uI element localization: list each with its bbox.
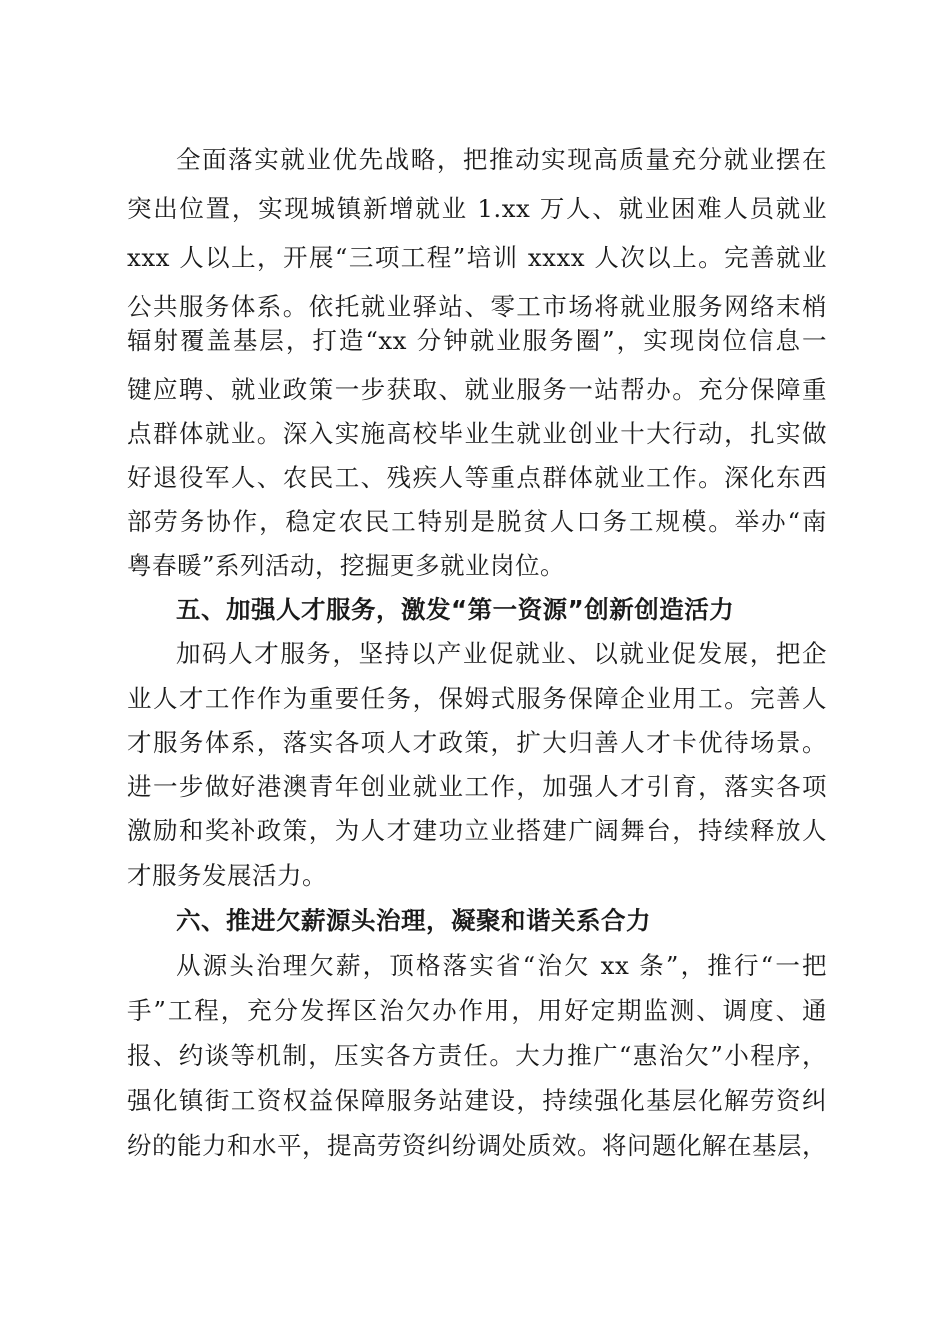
paragraph-line: 突出位置，实现城镇新增就业 1.xx 万人、就业困难人员就业 — [127, 194, 827, 223]
paragraph-line: 手”工程，充分发挥区治欠办作用，用好定期监测、调度、通 — [127, 996, 827, 1025]
paragraph-line: 粤春暖”系列活动，挖掘更多就业岗位。 — [127, 551, 566, 580]
paragraph-line: 激励和奖补政策，为人才建功立业搭建广阔舞台，持续释放人 — [127, 816, 827, 845]
paragraph-line: 才服务体系，落实各项人才政策，扩大归善人才卡优待场景。 — [127, 728, 827, 757]
paragraph-line: 点群体就业。深入实施高校毕业生就业创业十大行动，扎实做 — [127, 419, 827, 448]
paragraph-line: 从源头治理欠薪，顶格落实省“治欠 xx 条”，推行“一把 — [176, 951, 827, 980]
paragraph-line: xxx 人以上，开展“三项工程”培训 xxxx 人次以上。完善就业 — [127, 243, 827, 272]
section-heading: 五、加强人才服务，激发“第一资源”创新创造活力 — [176, 595, 735, 624]
section-heading: 六、推进欠薪源头治理，凝聚和谐关系合力 — [176, 906, 651, 935]
paragraph-line: 键应聘、就业政策一步获取、就业服务一站帮办。充分保障重 — [127, 375, 827, 404]
paragraph-line: 业人才工作作为重要任务，保姆式服务保障企业用工。完善人 — [127, 684, 827, 713]
paragraph-line: 加码人才服务，坚持以产业促就业、以就业促发展，把企 — [176, 639, 827, 668]
paragraph-line: 报、约谈等机制，压实各方责任。大力推广“惠治欠”小程序， — [127, 1041, 827, 1070]
paragraph-line: 部劳务协作，稳定农民工特别是脱贫人口务工规模。举办“南 — [127, 507, 827, 536]
paragraph-line: 好退役军人、农民工、残疾人等重点群体就业工作。深化东西 — [127, 463, 827, 492]
paragraph-line: 才服务发展活力。 — [127, 861, 327, 890]
paragraph-line: 纷的能力和水平，提高劳资纠纷调处质效。将问题化解在基层， — [127, 1131, 827, 1160]
paragraph-line: 公共服务体系。依托就业驿站、零工市场将就业服务网络末梢 — [127, 292, 827, 321]
paragraph-line: 进一步做好港澳青年创业就业工作，加强人才引育，落实各项 — [127, 772, 827, 801]
paragraph-line: 辐射覆盖基层，打造“xx 分钟就业服务圈”，实现岗位信息一 — [127, 326, 827, 355]
paragraph-line: 强化镇街工资权益保障服务站建设，持续强化基层化解劳资纠 — [127, 1086, 827, 1115]
paragraph-line: 全面落实就业优先战略，把推动实现高质量充分就业摆在 — [176, 145, 827, 174]
